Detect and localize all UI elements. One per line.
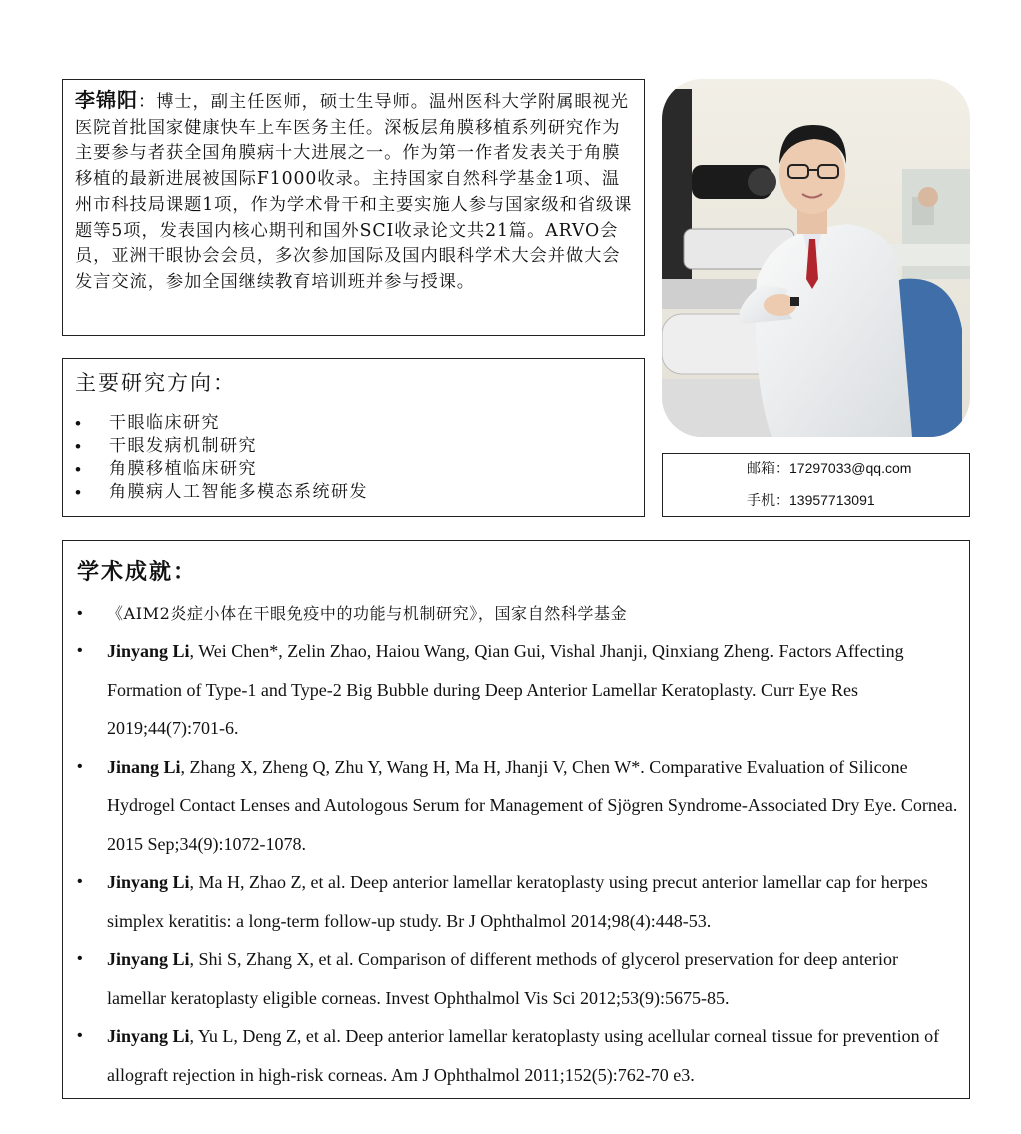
doctor-photo-illustration	[662, 79, 970, 437]
grant-text: 《AIM2炎症小体在干眼免疫中的功能与机制研究》，国家自然科学基金	[107, 604, 628, 623]
research-box	[62, 358, 645, 517]
publication-author: Jinyang Li	[107, 641, 190, 661]
achievements-heading: 学术成就：	[77, 559, 198, 585]
publication-item	[77, 863, 959, 940]
publication-author: Jinang Li	[107, 756, 181, 777]
research-list	[75, 412, 632, 504]
publication-citation: , Zhang X, Zheng Q, Zhu Y, Wang H, Ma H, Jhanji V, Chen W*. Comparative Evaluation of Silicone Hydrogel Contact Lenses and Autologous Serum for Management of Sjögren Syndrome-Associated Dry Eye. Cornea. 2015 Sep;34(9):1072-1078.	[107, 756, 958, 854]
bullet-icon: •	[77, 950, 83, 967]
bullet-icon: •	[75, 483, 83, 502]
research-item-label: 干眼发病机制研究	[109, 436, 257, 456]
email-value: 17297033@qq.com	[789, 460, 912, 476]
name-separator: ：	[138, 92, 157, 112]
bio-text: 博士，副主任医师，硕士生导师。温州医科大学附属眼视光医院首批国家健康快车上车医务主任。深板层角膜移植系列研究作为主要参与者获全国角膜病十大进展之一。作为第一作者发表关于角膜移植的最新进展被国际F1000收录。主持国家自然科学基金1项、温州市科技局课题1项，作为学术骨干和主要实施人参与国家级和省级课题等5项，发表国内核心期刊和国外SCI收录论文共21篇。ARVO会员，亚洲干眼协会会员，多次参加国际及国内眼科学术大会并做大会发言交流，参加全国继续教育培训班并参与授课。	[75, 92, 633, 292]
bullet-icon: •	[77, 1027, 83, 1044]
phone-value: 13957713091	[789, 492, 875, 508]
research-item-label: 角膜移植临床研究	[109, 459, 257, 479]
publication-item	[77, 632, 959, 748]
bio-paragraph	[75, 88, 634, 296]
phone-line	[747, 490, 875, 510]
publication-author: Jinyang Li	[107, 949, 190, 969]
publication-item	[77, 1017, 959, 1094]
doctor-photo	[662, 79, 970, 437]
bullet-icon: •	[77, 642, 83, 659]
publication-citation: , Yu L, Deng Z, et al. Deep anterior lamellar keratoplasty using acellular corneal tissue for prevention of allograft rejection in high-risk corneas. Am J Ophthalmol 2011;152(5):762-70 e3.	[107, 1026, 940, 1085]
email-label: 邮箱：	[747, 460, 789, 476]
bullet-icon: •	[75, 437, 83, 456]
email-line	[747, 458, 911, 478]
bio-box	[62, 79, 645, 336]
grant-item	[77, 599, 959, 629]
doctor-name: 李锦阳	[75, 88, 138, 112]
research-item	[75, 481, 632, 504]
achievements-list	[77, 599, 959, 1094]
publication-item	[77, 940, 959, 1017]
bullet-icon: •	[77, 605, 84, 622]
publication-author: Jinyang Li	[107, 1026, 190, 1046]
research-item-label: 干眼临床研究	[109, 413, 220, 433]
research-heading: 主要研究方向：	[75, 371, 236, 395]
research-item	[75, 435, 632, 458]
publication-citation: , Wei Chen*, Zelin Zhao, Haiou Wang, Qian Gui, Vishal Jhanji, Qinxiang Zheng. Factors Affecting Formation of Type-1 and Type-2 Big Bubble during Deep Anterior Lamellar Keratoplasty. Curr Eye Res 2019;44(7):701-6.	[107, 641, 904, 738]
publication-citation: , Shi S, Zhang X, et al. Comparison of different methods of glycerol preservation for deep anterior lamellar keratoplasty eligible corneas. Invest Ophthalmol Vis Sci 2012;53(9):5675-85.	[107, 949, 899, 1008]
research-item	[75, 412, 632, 435]
publication-citation: , Ma H, Zhao Z, et al. Deep anterior lamellar keratoplasty using precut anterior lamellar cap for herpes simplex keratitis: a long-term follow-up study. Br J Ophthalmol 2014;98(4):448-53.	[107, 872, 928, 931]
contact-box	[662, 453, 970, 517]
phone-label: 手机：	[747, 492, 789, 508]
research-item	[75, 458, 632, 481]
bullet-icon: •	[77, 873, 83, 890]
bullet-icon: •	[77, 757, 83, 775]
publication-item	[77, 748, 959, 864]
bullet-icon: •	[75, 414, 83, 433]
research-item-label: 角膜病人工智能多模态系统研发	[109, 482, 368, 502]
achievements-box	[62, 540, 970, 1099]
publication-author: Jinyang Li	[107, 872, 190, 892]
bullet-icon: •	[75, 460, 83, 479]
